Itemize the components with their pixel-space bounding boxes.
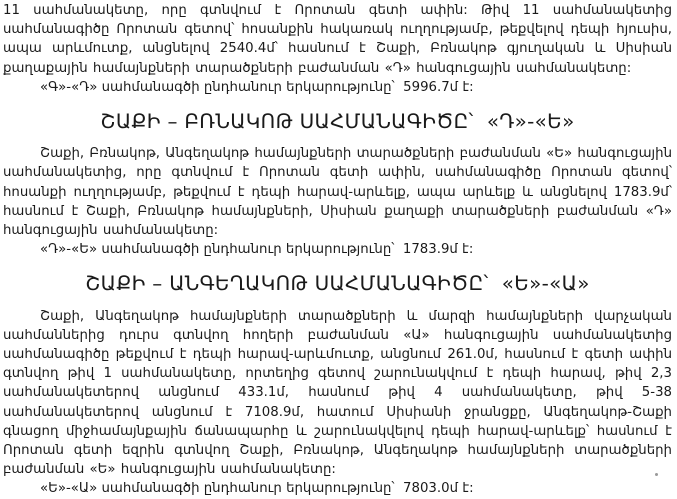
paragraph-boundary-d-e: Շաքի, Բռնակոթ, Անգեղակոթ համայնքների տարածքների բաժանման «Ե» հանգուցային սահմանակետից, որը գտնվում է Որոտան գետի ափին, սահմանագիծը Որոտան գետով՝ հոսանքի ուղղությամբ, թեքվում է դեպի հարավ-արևելք, ապա արևելք և անցնելով 1783.9մ՝ հասնում է Շաքի, Բռնակոթ համայնքների, Սիսիան քաղաքի տարածքների բաժանման «Դ» հանգուցային սահմանակետը: [3,146,672,239]
section-heading-shaki-brnakot: ՇԱՔԻ – ԲՌՆԱԿՈԹ ՍԱՀՄԱՆԱԳԻԾԸ՝ «Դ»-«Ե» [100,109,575,134]
scan-artifact-speck [655,473,658,476]
paragraph-boundary-e-a: Շաքի, Անգեղակոթ համայնքների տարածքների և մարզի համայնքների վարչական սահմաններից դուրս գտնվող հողերի բաժանման «Ա» հանգուցային սահմանակետից սահմանագիծը թեքվում է դեպի հարավ-արևմուտք, անցնում 261.0մ, հասնում է գետի ափին գտնվող թիվ 1 սահմանակետը, որտեղից գետով շարունակվում է դեպի հարավ, թիվ 2,3 սահմանակետերով անցնում 433.1մ, հասնում թիվ 4 սահմանակետը, թիվ 5-38 սահմանակետերով անցնում է 7108.9մ, հատում Սիսիանի ջրանցքը, Անգեղակոթ-Շաքի գնացող միջհամայնքային ճանապարհը և շարունակվելով դեպի հարավ-արևելք՝ հասնում է Որոտան գետի եզրին գտնվող Շաքի, Բռնակոթ, Անգեղակոթ համայնքների տարածքների բաժանման «Ե» հանգուցային սահմանակետը: [3,308,672,478]
boundary-length-summary-e-a: «Ե»-«Ա» սահմանագծի ընդհանուր երկարությունը՝ 7803.0մ է: [40,481,474,497]
paragraph-continuation-boundary-g-d: 11 սահմանակետը, որը գտնվում է Որոտան գետի ափին: Թիվ 11 սահմանակետից սահմանագիծը Որոտան գետով՝ հոսանքին հակառակ ուղղությամբ, թեքվելով դեպի հյուսիս, ապա արևմուտք, անցնելով 2540.4մ՝ հասնում է Շաքի, Բռնակոթ գյուղական և Սիսիան քաղաքային համայնքների տարածքների բաժանման «Դ» հանգուցային սահմանակետը: [3,3,672,76]
boundary-length-summary-g-d: «Գ»-«Դ» սահմանագծի ընդհանուր երկարությունը՝ 5996.7մ է: [40,79,474,95]
boundary-length-summary-d-e: «Դ»-«Ե» սահմանագծի ընդհանուր երկարությունը՝ 1783.9մ է: [40,242,474,258]
section-heading-shaki-angeghakot: ՇԱՔԻ – ԱՆԳԵՂԱԿՈԹ ՍԱՀՄԱՆԱԳԻԾԸ՝ «Ե»-«Ա» [85,271,590,296]
